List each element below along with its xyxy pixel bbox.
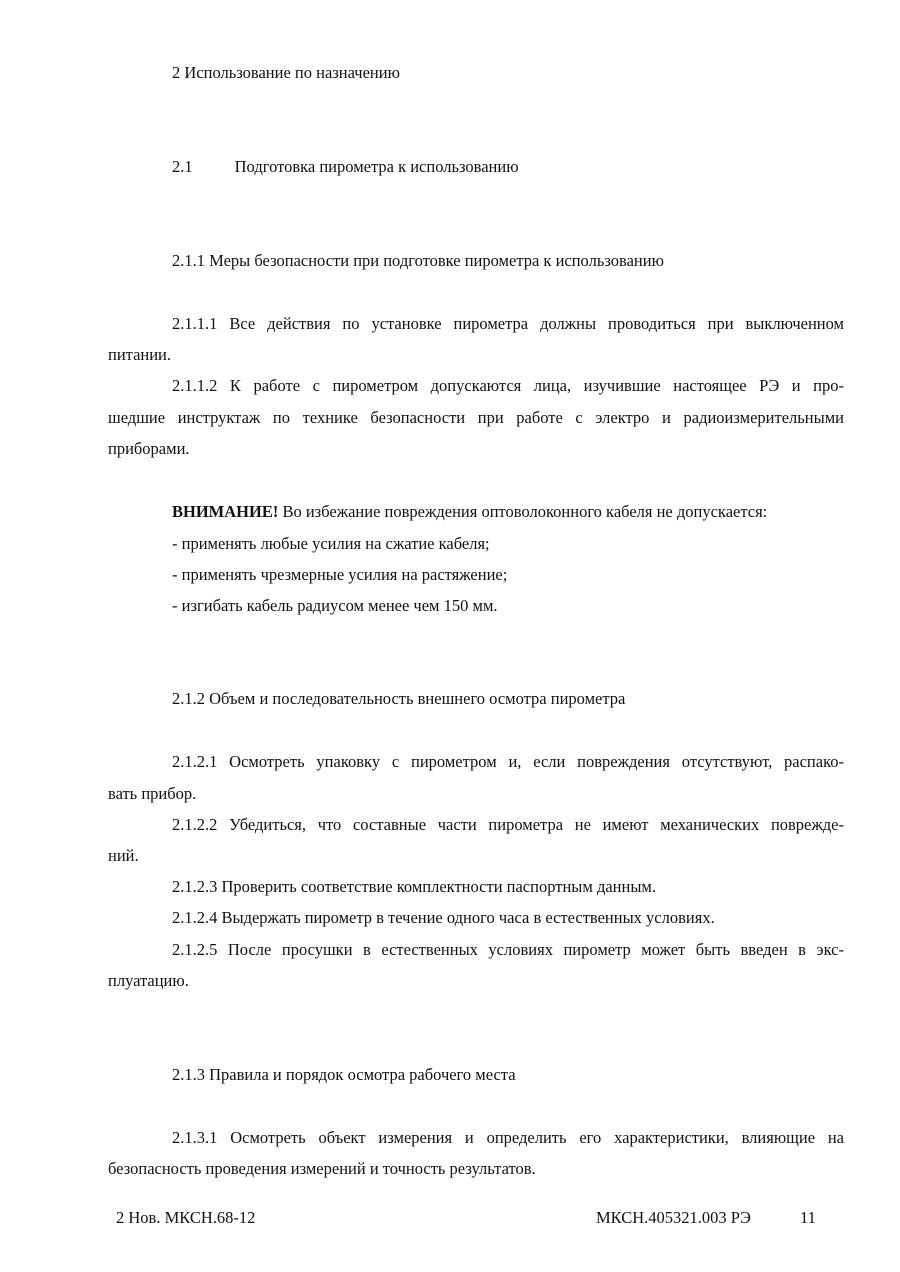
list-item: - применять любые усилия на сжатие кабеля;: [172, 534, 490, 553]
section-heading-2-1-1: 2.1.1 Меры безопасности при подготовке пирометра к использованию: [172, 251, 664, 270]
paragraph-line: 2.1.2.3 Проверить соответствие комплектности паспортным данным.: [172, 877, 656, 896]
section-heading-2: 2 Использование по назначению: [172, 63, 400, 82]
footer-doc-code: МКСН.405321.003 РЭ: [596, 1208, 751, 1227]
footer-revision: 2 Нов. МКСН.68-12: [116, 1208, 256, 1227]
section-heading-2-1-2: 2.1.2 Объем и последовательность внешнего осмотра пирометра: [172, 689, 626, 708]
paragraph-line: 2.1.2.2 Убедиться, что составные части пирометра не имеют механических поврежде-: [172, 815, 844, 834]
section-number: 2.1: [172, 157, 193, 176]
section-heading-2-1: [172, 157, 519, 177]
paragraph-line: питании.: [108, 345, 172, 364]
paragraph-line: плуатацию.: [108, 971, 189, 990]
list-item: - изгибать кабель радиусом менее чем 150 мм.: [172, 596, 498, 615]
paragraph-line: приборами.: [108, 439, 190, 458]
section-heading-2-1-3: 2.1.3 Правила и порядок осмотра рабочего места: [172, 1065, 516, 1084]
warning-line: [172, 502, 767, 522]
paragraph-line: 2.1.2.1 Осмотреть упаковку с пирометром и, если повреждения отсутствуют, распако-: [172, 752, 844, 771]
paragraph-line: ний.: [108, 846, 139, 865]
warning-text: Во избежание повреждения оптоволоконного кабеля не допускается:: [278, 502, 768, 521]
warning-label: ВНИМАНИЕ!: [172, 502, 279, 521]
paragraph-line: шедшие инструктаж по технике безопасности при работе с электро и радиоизмерительными: [108, 408, 844, 427]
paragraph-line: 2.1.2.5 После просушки в естественных условиях пирометр может быть введен в экс-: [172, 940, 844, 959]
section-title: Подготовка пирометра к использованию: [234, 157, 519, 176]
paragraph-line: 2.1.1.2 К работе с пирометром допускаются лица, изучившие настоящее РЭ и про-: [172, 376, 844, 395]
footer-page-number: 11: [800, 1208, 816, 1227]
paragraph-line: 2.1.3.1 Осмотреть объект измерения и определить его характеристики, влияющие на: [172, 1128, 844, 1147]
paragraph-line: 2.1.1.1 Все действия по установке пирометра должны проводиться при выключенном: [172, 314, 844, 333]
list-item: - применять чрезмерные усилия на растяжение;: [172, 565, 508, 584]
paragraph-line: 2.1.2.4 Выдержать пирометр в течение одного часа в естественных условиях.: [172, 908, 715, 927]
paragraph-line: вать прибор.: [108, 784, 197, 803]
paragraph-line: безопасность проведения измерений и точность результатов.: [108, 1159, 536, 1178]
